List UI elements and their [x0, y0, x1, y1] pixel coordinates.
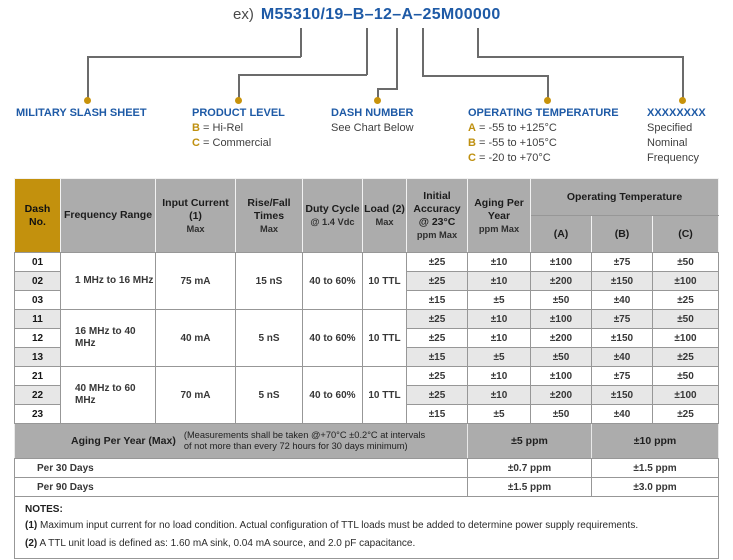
note-number: (1)	[25, 520, 38, 531]
per-30-days-row	[15, 459, 719, 478]
note-number: (2)	[25, 537, 38, 549]
note-text: A TTL unit load is defined as: 1.60 mA sink, 0.04 mA source, and 2.0 pF capacitance.	[39, 537, 416, 549]
callout-line	[238, 74, 367, 76]
option-key: B	[192, 122, 200, 134]
temp-c: ±50	[653, 253, 719, 272]
temp-a: ±50	[531, 291, 592, 310]
dash-no: 11	[15, 310, 61, 329]
input-current: 70 mA	[156, 367, 236, 424]
input-current: 75 mA	[156, 253, 236, 310]
initial-accuracy: ±25	[407, 329, 468, 348]
note-2	[25, 535, 708, 553]
period-label: Per 30 Days	[15, 459, 468, 478]
part-number-example	[233, 6, 501, 24]
temp-a: ±200	[531, 272, 592, 291]
callout-line	[477, 56, 683, 58]
note-1	[25, 517, 708, 535]
callout-line	[377, 88, 398, 90]
callout-note: Frequency	[647, 152, 699, 164]
option-key: C	[192, 137, 200, 149]
header-main: Initial Accuracy @ 23°C	[413, 190, 461, 228]
aging-per-year: ±5	[468, 291, 531, 310]
header-dash-no: Dash No.	[15, 179, 61, 253]
option-key: B	[468, 137, 476, 149]
temp-c: ±50	[653, 310, 719, 329]
dash-no: 02	[15, 272, 61, 291]
header-temp-b: (B)	[592, 216, 653, 253]
input-current: 40 mA	[156, 310, 236, 367]
header-temp-a: (A)	[531, 216, 592, 253]
example-part-number: M55310/19–B–12–A–25M00000	[260, 6, 501, 23]
callout-line	[87, 56, 301, 58]
callout-title: OPERATING TEMPERATURE	[468, 107, 619, 119]
spec-table	[14, 178, 719, 559]
rise-fall: 5 nS	[236, 367, 303, 424]
callout-line	[300, 28, 302, 57]
dash-no: 01	[15, 253, 61, 272]
temp-b: ±150	[592, 386, 653, 405]
aging-max-label-cell	[15, 424, 468, 459]
dash-no: 03	[15, 291, 61, 310]
callout-dash-number	[331, 106, 414, 136]
duty-cycle: 40 to 60%	[303, 310, 363, 367]
callout-option	[192, 121, 285, 136]
temp-c: ±25	[653, 291, 719, 310]
frequency-range: 1 MHz to 16 MHz	[61, 253, 156, 310]
period-value-1: ±1.5 ppm	[468, 478, 592, 497]
header-frequency-range: Frequency Range	[61, 179, 156, 253]
header-duty-cycle	[303, 179, 363, 253]
temp-b: ±40	[592, 348, 653, 367]
aging-per-year: ±10	[468, 310, 531, 329]
callout-note: Specified	[647, 122, 693, 134]
header-temp-c: (C)	[653, 216, 719, 253]
initial-accuracy: ±25	[407, 272, 468, 291]
header-load	[363, 179, 407, 253]
callout-line	[396, 28, 398, 89]
period-value-1: ±0.7 ppm	[468, 459, 592, 478]
header-initial-accuracy	[407, 179, 468, 253]
option-text: = -55 to +125°C	[479, 122, 557, 134]
aging-per-year: ±10	[468, 386, 531, 405]
temp-b: ±75	[592, 367, 653, 386]
header-aging-per-year	[468, 179, 531, 253]
initial-accuracy: ±25	[407, 386, 468, 405]
callout-dot	[679, 97, 686, 104]
table-row	[15, 367, 719, 386]
notes-cell	[15, 497, 719, 559]
initial-accuracy: ±25	[407, 310, 468, 329]
aging-per-year: ±10	[468, 329, 531, 348]
option-text: = Hi-Rel	[203, 122, 244, 134]
initial-accuracy: ±15	[407, 291, 468, 310]
dash-no: 12	[15, 329, 61, 348]
option-key: C	[468, 152, 476, 164]
note-text: Maximum input current for no load condition. Actual configuration of TTL loads must be added to determine power supply requirements.	[40, 520, 639, 531]
callout-dot	[84, 97, 91, 104]
load: 10 TTL	[363, 310, 407, 367]
temp-c: ±25	[653, 405, 719, 424]
header-rise-fall-times	[236, 179, 303, 253]
aging-max-value-2: ±10 ppm	[592, 424, 719, 459]
temp-c: ±25	[653, 348, 719, 367]
period-label: Per 90 Days	[15, 478, 468, 497]
callout-dot	[374, 97, 381, 104]
header-sub: Max	[259, 223, 279, 234]
frequency-range: 16 MHz to 40 MHz	[61, 310, 156, 367]
callout-note: Nominal	[647, 137, 688, 149]
callout-line	[422, 75, 548, 77]
callout-option	[468, 121, 619, 136]
callout-option	[468, 136, 619, 151]
temp-c: ±50	[653, 367, 719, 386]
temp-b: ±40	[592, 291, 653, 310]
aging-max-label: Aging Per Year (Max)	[71, 435, 176, 447]
initial-accuracy: ±15	[407, 348, 468, 367]
callout-note: See Chart Below	[331, 122, 414, 134]
callout-nominal-frequency	[647, 106, 706, 166]
aging-per-year: ±5	[468, 405, 531, 424]
header-main: Duty Cycle	[305, 203, 360, 215]
callout-line	[238, 74, 240, 98]
header-main: Rise/Fall Times	[247, 196, 291, 222]
callout-dot	[235, 97, 242, 104]
callout-title: MILITARY SLASH SHEET	[16, 107, 147, 119]
temp-a: ±200	[531, 386, 592, 405]
aging-per-year: ±10	[468, 367, 531, 386]
rise-fall: 5 nS	[236, 310, 303, 367]
callout-title: PRODUCT LEVEL	[192, 107, 285, 119]
per-90-days-row	[15, 478, 719, 497]
notes-heading: NOTES:	[25, 504, 63, 515]
dash-no: 13	[15, 348, 61, 367]
header-main: Input Current (1)	[162, 196, 229, 222]
temp-b: ±150	[592, 272, 653, 291]
temp-b: ±75	[592, 253, 653, 272]
header-sub: @ 1.4 Vdc	[310, 217, 355, 227]
temp-c: ±100	[653, 386, 719, 405]
callout-title: XXXXXXXX	[647, 107, 706, 119]
header-main: Aging Per Year	[474, 196, 524, 222]
callout-line	[422, 28, 424, 77]
duty-cycle: 40 to 60%	[303, 367, 363, 424]
callout-operating-temperature	[468, 106, 619, 166]
option-text: = -20 to +70°C	[479, 152, 551, 164]
aging-per-year: ±5	[468, 348, 531, 367]
callout-line	[477, 28, 479, 57]
temp-c: ±100	[653, 272, 719, 291]
period-value-2: ±3.0 ppm	[592, 478, 719, 497]
temp-a: ±100	[531, 253, 592, 272]
header-sub: Max	[375, 217, 394, 227]
aging-per-year: ±10	[468, 272, 531, 291]
callout-line	[366, 28, 368, 75]
frequency-range: 40 MHz to 60 MHz	[61, 367, 156, 424]
header-main: Load (2)	[364, 203, 405, 215]
dash-no: 23	[15, 405, 61, 424]
callout-military-slash-sheet	[16, 106, 147, 121]
duty-cycle: 40 to 60%	[303, 253, 363, 310]
initial-accuracy: ±25	[407, 253, 468, 272]
load: 10 TTL	[363, 253, 407, 310]
initial-accuracy: ±15	[407, 405, 468, 424]
rise-fall: 15 nS	[236, 253, 303, 310]
callout-title: DASH NUMBER	[331, 107, 414, 119]
header-sub: ppm Max	[416, 230, 458, 240]
callout-line	[547, 75, 549, 98]
temp-b: ±75	[592, 310, 653, 329]
header-sub: Max	[186, 223, 205, 234]
temp-a: ±50	[531, 405, 592, 424]
callout-product-level	[192, 106, 285, 151]
temp-a: ±100	[531, 367, 592, 386]
temp-b: ±150	[592, 329, 653, 348]
option-text: = -55 to +105°C	[479, 137, 557, 149]
callout-line	[682, 56, 684, 98]
notes-row	[15, 497, 719, 559]
example-prefix: ex)	[233, 6, 254, 23]
callout-option	[468, 151, 619, 166]
temp-a: ±100	[531, 310, 592, 329]
callout-option	[192, 136, 285, 151]
aging-max-note: (Measurements shall be taken @+70°C ±0.2°C at intervals of not more than every 72 hours for 30 days minimum)	[183, 429, 426, 451]
load: 10 TTL	[363, 367, 407, 424]
header-operating-temperature: Operating Temperature	[531, 179, 719, 216]
callout-line	[87, 56, 89, 98]
initial-accuracy: ±25	[407, 367, 468, 386]
option-text: = Commercial	[203, 137, 272, 149]
option-key: A	[468, 122, 476, 134]
table-row	[15, 253, 719, 272]
header-sub: ppm Max	[478, 223, 520, 234]
table-row	[15, 310, 719, 329]
temp-a: ±200	[531, 329, 592, 348]
period-value-2: ±1.5 ppm	[592, 459, 719, 478]
temp-b: ±40	[592, 405, 653, 424]
aging-per-year: ±10	[468, 253, 531, 272]
temp-a: ±50	[531, 348, 592, 367]
aging-max-value-1: ±5 ppm	[468, 424, 592, 459]
aging-max-row	[15, 424, 719, 459]
header-input-current	[156, 179, 236, 253]
callout-dot	[544, 97, 551, 104]
dash-no: 21	[15, 367, 61, 386]
dash-no: 22	[15, 386, 61, 405]
temp-c: ±100	[653, 329, 719, 348]
